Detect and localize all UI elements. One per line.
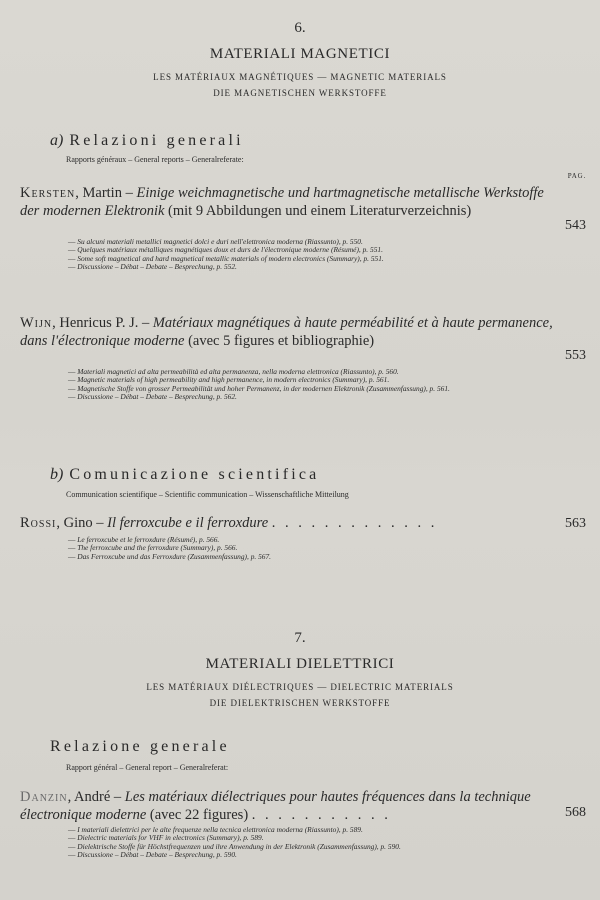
entry-notes xyxy=(68,826,563,859)
subsection-letter: b) xyxy=(50,466,64,483)
note-line: — Materiali magnetici ad alta permeabilità ed alta permanenza, nella moderna elettronica (Riassunto), p. 560. xyxy=(68,367,399,376)
author-surname: Wijn xyxy=(20,315,53,331)
entry-title: Matériaux magnétiques à haute perméabilité et à haute permanence, dans l'électronique moderne xyxy=(20,315,553,349)
note-line: — Le ferroxcube et le ferroxdure (Résumé), p. 566. xyxy=(68,535,220,544)
note-line: — Quelques matériaux métalliques magnétiques doux et durs de l'électronique moderne (Résumé), p. 551. xyxy=(68,245,383,255)
section-subtitle: DIE DIELEKTRISCHEN WERKSTOFFE xyxy=(209,698,391,708)
section-subtitle: LES MATÉRIAUX MAGNÉTIQUES — MAGNETIC MATERIALS xyxy=(153,72,447,82)
author-firstname: , André – xyxy=(67,789,122,805)
note-line: — I materiali dielettrici per le alte frequenze nella tecnica elettronica moderna (Riassunto), p. 589. xyxy=(68,825,363,834)
note-line: — Magnetic materials of high permeability and high permanence, in modern electronics (Summary), p. 561. xyxy=(68,375,390,385)
entry-title-rest: (mit 9 Abbildungen und einem Literaturverzeichnis) xyxy=(168,203,472,219)
section-subtitle: LES MATÉRIAUX DIÉLECTRIQUES — DIELECTRIC MATERIALS xyxy=(146,682,454,692)
page-number: 553 xyxy=(565,348,586,363)
entry-title-rest: (avec 5 figures et bibliographie) xyxy=(188,333,375,349)
author-firstname: , Martin – xyxy=(75,185,133,201)
author-surname: Kersten xyxy=(20,185,76,201)
page-column-label: PAG. xyxy=(567,172,586,180)
entry-notes xyxy=(68,368,563,401)
section-number: 6. xyxy=(294,20,306,36)
subsection-heading: Relazione generale xyxy=(50,738,230,755)
author-surname: Danzin xyxy=(20,789,68,805)
note-line: — Some soft magnetical and hard magnetical metallic materials of modern electronics (Summary), p. 551. xyxy=(68,253,384,263)
subsection-subtitle: Rapport général – General report – Generalreferat: xyxy=(66,763,229,772)
note-line: — Dielektrische Stoffe für Höchstfrequenzen und ihre Anwendung in der Elektronik (Zusammenfassung), p. 590. xyxy=(68,841,401,851)
author-firstname: , Gino – xyxy=(56,515,104,531)
subsection-title: Comunicazione scientifica xyxy=(69,466,320,483)
note-line: — The ferroxcube and the ferroxdure (Summary), p. 566. xyxy=(68,543,238,553)
note-line: — Das Ferroxcube und das Ferroxdure (Zusammenfassung), p. 567. xyxy=(68,551,272,561)
subsection-subtitle: Communication scientifique – Scientific communication – Wissenschaftliche Mitteilung xyxy=(66,490,349,499)
section-title: MATERIALI DIELETTRICI xyxy=(205,656,395,672)
leader-dots: . . . . . . . . . . . xyxy=(251,807,391,823)
leader-dots: . . . . . . . . . . . . . xyxy=(271,515,438,531)
subsection-letter: a) xyxy=(50,132,64,149)
section-subtitle: DIE MAGNETISCHEN WERKSTOFFE xyxy=(213,88,387,98)
note-line: — Discussione – Débat – Debate – Besprechung, p. 590. xyxy=(68,849,237,859)
toc-entry xyxy=(20,788,565,824)
toc-entry xyxy=(20,314,565,350)
page-number: 563 xyxy=(565,516,586,531)
note-line: — Discussione – Débat – Debate – Besprechung, p. 562. xyxy=(68,391,237,401)
section-title: MATERIALI MAGNETICI xyxy=(209,46,391,62)
page-number: 543 xyxy=(565,218,586,233)
section-number: 7. xyxy=(294,630,306,646)
entry-notes xyxy=(68,536,563,561)
subsection-heading xyxy=(50,466,319,484)
note-line: — Su alcuni materiali metallici magnetici dolci e duri nell'elettronica moderna (Riassunto), p. 550. xyxy=(68,237,363,246)
subsection-heading xyxy=(50,132,244,150)
subsection-title: Relazioni generali xyxy=(69,132,244,149)
note-line: — Magnetische Stoffe von grosser Permeabilität und hoher Permanenz, in der modernen Elektronik (Zusammenfassung), p. 561. xyxy=(68,383,450,393)
entry-title: Einige weichmagnetische und hartmagnetische metallische Werkstoffe der modernen Elektronik xyxy=(20,185,544,219)
entry-title: Il ferroxcube e il ferroxdure xyxy=(107,515,269,531)
page-number: 568 xyxy=(565,805,586,820)
subsection-subtitle: Rapports généraux – General reports – Generalreferate: xyxy=(66,155,244,164)
note-line: — Discussione – Débat – Debate – Besprechung, p. 552. xyxy=(68,261,237,271)
note-line: — Dielectric materials for VHF in electronics (Summary), p. 589. xyxy=(68,833,264,843)
author-surname: Rossi xyxy=(20,515,57,531)
entry-notes xyxy=(68,238,563,271)
author-firstname: , Henricus P. J. – xyxy=(52,315,150,331)
toc-entry xyxy=(20,184,565,220)
entry-title: Les matériaux diélectriques pour hautes fréquences dans la technique électronique moderne xyxy=(20,789,531,823)
toc-entry xyxy=(20,514,490,532)
entry-title-rest: (avec 22 figures) xyxy=(149,807,249,823)
